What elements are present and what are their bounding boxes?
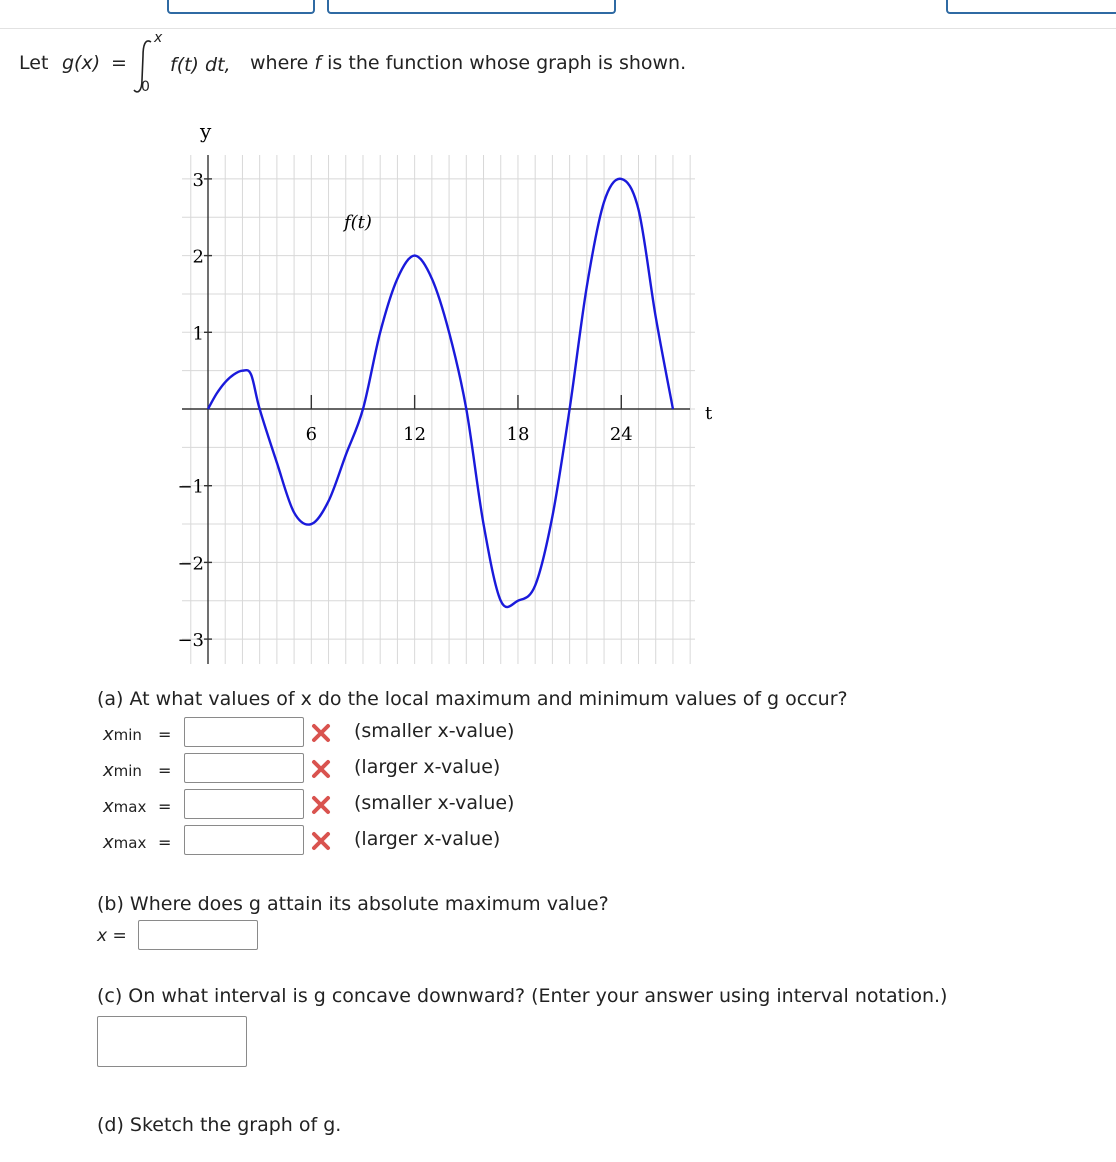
- part-b-label: x =: [97, 926, 127, 946]
- equals-sign: =: [158, 761, 172, 780]
- x-tick-label: 24: [609, 424, 633, 445]
- statement-text: where f is the function whose graph is shown.: [250, 52, 687, 74]
- equals-sign: =: [158, 833, 172, 852]
- variable-label: xmax: [103, 832, 147, 853]
- concave-down-input[interactable]: [97, 1016, 247, 1067]
- answer-input[interactable]: [184, 717, 304, 747]
- integrand: f(t) dt,: [170, 54, 231, 76]
- variable-label: xmin: [103, 724, 142, 745]
- graph-axes: [182, 155, 690, 664]
- f-curve: [208, 179, 673, 607]
- lower-limit: 0: [141, 79, 150, 95]
- answer-note: (smaller x-value): [354, 792, 515, 814]
- graph-ticks: [177, 170, 632, 651]
- y-tick-label: −3: [177, 630, 204, 652]
- x-tick-label: 6: [305, 424, 318, 445]
- answer-note: (smaller x-value): [354, 720, 515, 742]
- y-tick-label: −2: [177, 553, 204, 575]
- answer-input[interactable]: [184, 825, 304, 855]
- answer-note: (larger x-value): [354, 828, 501, 850]
- y-tick-label: −1: [177, 476, 204, 498]
- answer-input[interactable]: [184, 789, 304, 819]
- y-tick-label: 2: [192, 246, 204, 268]
- x-tick-label: 18: [506, 424, 530, 445]
- equals-sign: =: [158, 797, 172, 816]
- incorrect-icon: [310, 830, 332, 852]
- curve-label: f(t): [344, 212, 372, 233]
- equals-sign: =: [111, 52, 127, 74]
- upper-limit: x: [154, 30, 163, 46]
- incorrect-icon: [310, 794, 332, 816]
- part-a-question: (a) At what values of x do the local maximum and minimum values of g occur?: [97, 688, 848, 710]
- part-c-question: (c) On what interval is g concave downward? (Enter your answer using interval notation.): [97, 985, 948, 1007]
- absolute-max-input[interactable]: [138, 920, 258, 950]
- x-tick-label: 12: [403, 424, 427, 445]
- y-tick-label: 3: [192, 169, 204, 191]
- part-b-question: (b) Where does g attain its absolute maximum value?: [97, 893, 609, 915]
- y-tick-label: 1: [192, 323, 204, 345]
- variable-label: xmax: [103, 796, 147, 817]
- equals-sign: =: [158, 725, 172, 744]
- answer-note: (larger x-value): [354, 756, 501, 778]
- t-axis-label: t: [705, 403, 713, 424]
- incorrect-icon: [310, 722, 332, 744]
- let-text: Let: [19, 52, 49, 74]
- g-of-x: g(x): [62, 52, 101, 74]
- variable-label: xmin: [103, 760, 142, 781]
- incorrect-icon: [310, 758, 332, 780]
- part-d-question: (d) Sketch the graph of g.: [97, 1114, 342, 1136]
- y-axis-label: y: [200, 119, 212, 143]
- answer-input[interactable]: [184, 753, 304, 783]
